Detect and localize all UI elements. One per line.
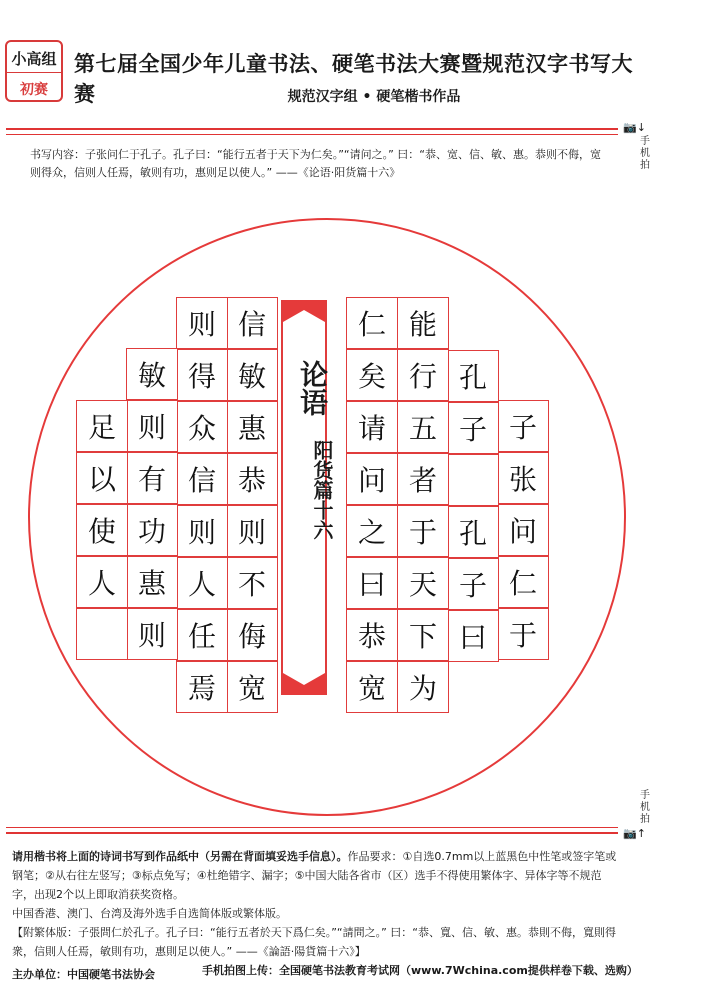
- banner-chapter-title: 阳货篇十六: [310, 440, 334, 540]
- grid-cell: 恭: [226, 453, 278, 505]
- grid-cell: 敏: [226, 349, 278, 401]
- grid-cell: 宽: [226, 661, 278, 713]
- banner-book-title: 论语: [296, 360, 329, 416]
- grid-cell: 仁: [346, 297, 398, 349]
- grid-cell: 子: [497, 400, 549, 452]
- grid-cell: 行: [397, 349, 449, 401]
- grid-cell: 信: [226, 297, 278, 349]
- grid-cell: 则: [176, 297, 228, 349]
- instructions-traditional: 【附繁体版：子張問仁於孔子。孔子曰：“能行五者於天下爲仁矣。”“請問之。” 曰：“恭、寬、信、敏、惠。恭則不侮，寬則得衆，信則人任焉，敏則有功，惠則足以使人。” ——《論語·陽貨篇十六》】: [12, 926, 616, 958]
- grid-cell: 下: [397, 609, 449, 661]
- grid-cell: 天: [397, 557, 449, 609]
- grid-cell: 之: [346, 505, 398, 557]
- grid-cell: 惠: [126, 556, 178, 608]
- grid-cell: 人: [76, 556, 128, 608]
- instructions-requirements: 作品要求：①自选0.7mm以上蓝黑色中性笔或签字笔或钢笔；②从右往左竖写；③标点免写；④杜绝错字、漏字；⑤中国大陆各省市（区）选手不得使用繁体字、异体字等不规范字，出现2个以上即取消获奖资格。: [12, 850, 617, 901]
- grid-cell: 以: [76, 452, 128, 504]
- grid-cell: 子: [447, 558, 499, 610]
- grid-cell: 五: [397, 401, 449, 453]
- top-divider: [6, 128, 618, 135]
- camera-up-icon: 📷↑: [623, 827, 646, 840]
- group-label: 小高组: [7, 42, 61, 73]
- content-text-block: [30, 146, 610, 182]
- grid-cell: 问: [346, 453, 398, 505]
- instructions-overseas: 中国香港、澳门、台湾及海外选手自选简体版或繁体版。: [12, 907, 287, 920]
- grid-cell: 则: [126, 400, 178, 452]
- banner-top-cap: [283, 300, 325, 310]
- grid-cell: 恭: [346, 609, 398, 661]
- grid-cell: 有: [126, 452, 178, 504]
- grid-cell: 孔: [447, 506, 499, 558]
- grid-cell: 请: [346, 401, 398, 453]
- side-label-bottom: 手机拍: [640, 790, 650, 825]
- banner-top-notch: [283, 310, 325, 322]
- grid-cell: 则: [126, 608, 178, 660]
- page-title: 第七届全国少年儿童书法、硬笔书法大赛暨规范汉字书写大赛: [74, 51, 633, 106]
- grid-cell: 不: [226, 557, 278, 609]
- grid-cell: 焉: [176, 661, 228, 713]
- grid-cell: 子: [447, 402, 499, 454]
- instructions-lead: 请用楷书将上面的诗词书写到作品纸中（另需在背面填妥选手信息）。: [12, 850, 348, 863]
- grid-cell: 足: [76, 400, 128, 452]
- title-banner: [281, 300, 334, 695]
- grid-cell: 信: [176, 453, 228, 505]
- grid-cell: 功: [126, 504, 178, 556]
- camera-down-icon: 📷↓: [623, 121, 646, 134]
- grid-cell: 矣: [346, 349, 398, 401]
- grid-cell: 众: [176, 401, 228, 453]
- grid-cell: 仁: [497, 556, 549, 608]
- grid-cell: 张: [497, 452, 549, 504]
- grid-cell: 于: [497, 608, 549, 660]
- grid-cell: 曰: [447, 610, 499, 662]
- banner-bottom-notch: [283, 673, 325, 685]
- grid-cell: 则: [176, 505, 228, 557]
- upload-text: 手机拍图上传：全国硬笔书法教育考试网（www.7Wchina.com提供样卷下载、选购）: [202, 964, 638, 977]
- grid-cell: 惠: [226, 401, 278, 453]
- banner-bottom-cap: [283, 685, 325, 695]
- grid-cell: 曰: [346, 557, 398, 609]
- grid-cell: 问: [497, 504, 549, 556]
- grid-cell: 宽: [346, 661, 398, 713]
- grid-cell: 得: [176, 349, 228, 401]
- side-label-top: 手机拍: [640, 136, 650, 171]
- organizer-text: 主办单位：中国硬笔书法协会: [12, 968, 155, 981]
- instructions-block: [12, 847, 618, 961]
- grid-cell: 人: [176, 557, 228, 609]
- grid-cell: 孔: [447, 350, 499, 402]
- grid-cell: 则: [226, 505, 278, 557]
- bottom-divider: [6, 827, 618, 834]
- grid-cell: 者: [397, 453, 449, 505]
- grid-cell: 使: [76, 504, 128, 556]
- page-subtitle: 规范汉字组 • 硬笔楷书作品: [287, 89, 461, 105]
- grid-cell: 能: [397, 297, 449, 349]
- group-badge: [5, 40, 63, 102]
- grid-cell: 任: [176, 609, 228, 661]
- grid-cell: 为: [397, 661, 449, 713]
- grid-cell: 侮: [226, 609, 278, 661]
- content-label: 书写内容：: [30, 148, 85, 161]
- stage-label: 初赛: [20, 82, 48, 98]
- grid-cell: 于: [397, 505, 449, 557]
- content-text: 子张问仁于孔子。孔子曰：“能行五者于天下为仁矣。”“请问之。” 曰：“恭、宽、信、敏、惠。恭则不侮，宽则得众，信则人任焉，敏则有功，惠则足以使人。” ——《论语·阳货篇十六》: [30, 148, 601, 179]
- grid-cell: 敏: [126, 348, 178, 400]
